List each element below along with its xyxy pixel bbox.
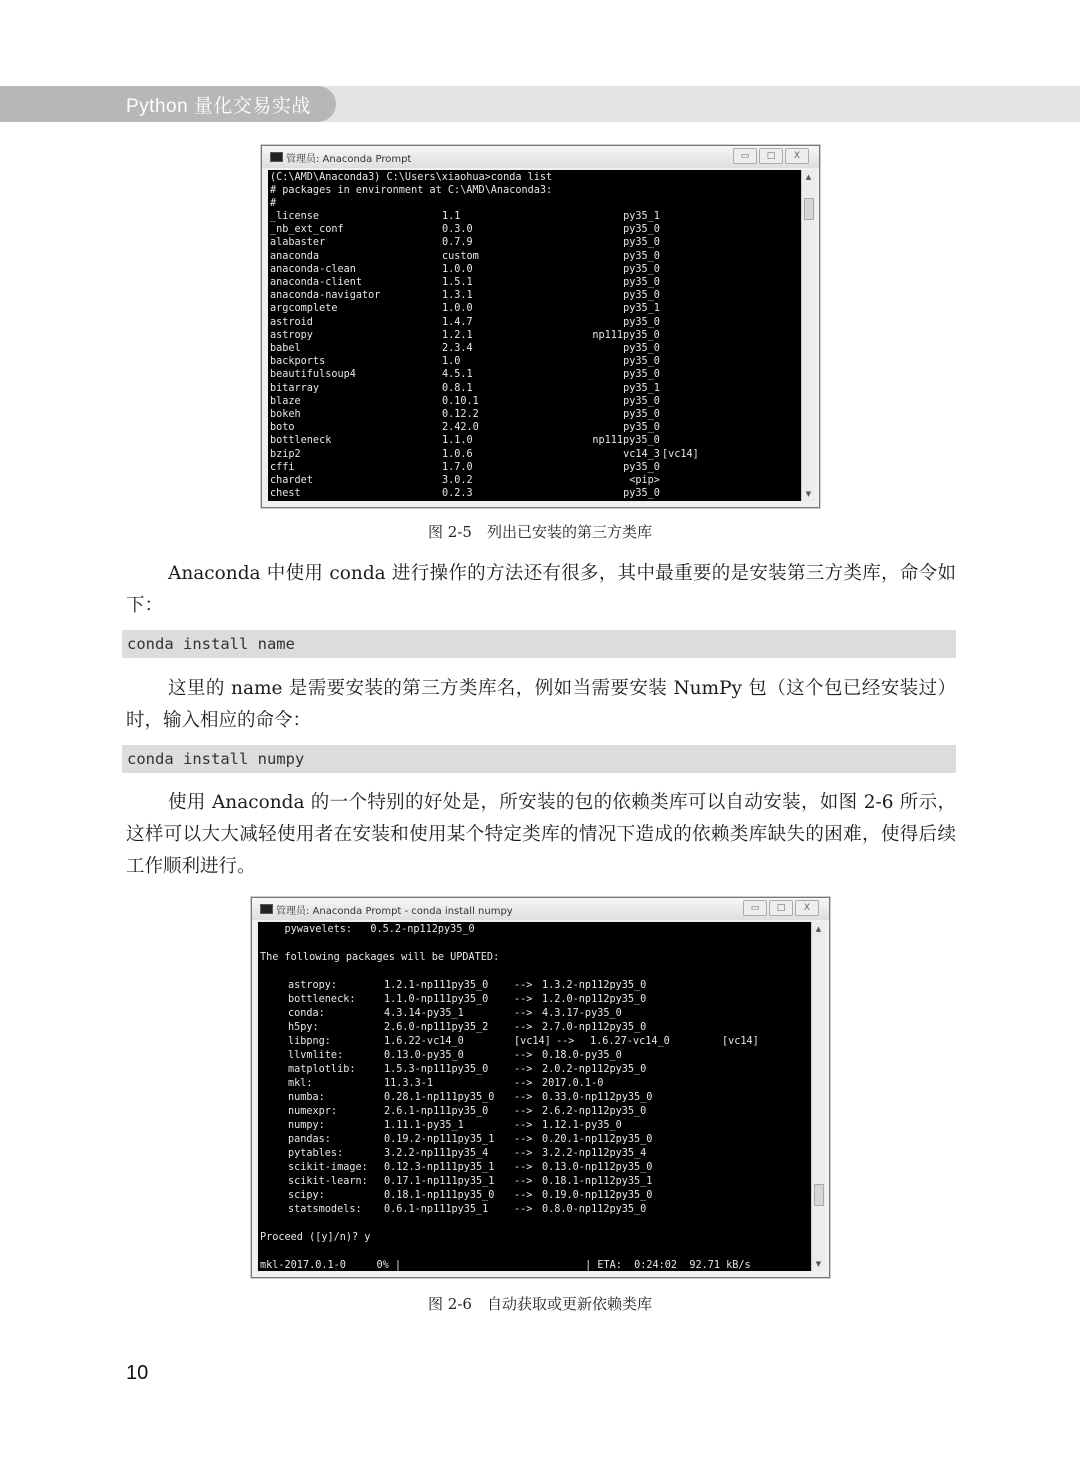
package-name: anaconda — [270, 250, 320, 262]
package-name: bzip2 — [270, 448, 301, 460]
package-name: astroid — [270, 316, 313, 328]
update-package-name: statsmodels: — [288, 1204, 362, 1215]
update-to-version: 0.33.0-np112py35_0 — [542, 1092, 653, 1103]
update-to-version: 2017.0.1-0 — [542, 1078, 604, 1089]
update-package-name: bottleneck: — [288, 994, 356, 1005]
package-build: py35_0 — [623, 316, 660, 328]
update-arrow: --> — [514, 1120, 533, 1131]
console-icon — [270, 152, 283, 162]
update-to-version: 2.6.2-np112py35_0 — [542, 1106, 647, 1117]
update-channel-tag: [vc14] — [514, 1036, 557, 1047]
update-to-version: 0.18.0-py35_0 — [542, 1050, 622, 1061]
package-name: argcomplete — [270, 303, 338, 315]
scroll-thumb[interactable] — [804, 198, 814, 220]
package-build: py35_1 — [623, 303, 660, 315]
running-header-title: Python 量化交易实战 — [126, 96, 311, 117]
update-package-name: numexpr: — [288, 1106, 338, 1117]
package-version: custom — [442, 250, 479, 262]
update-from-version: 1.5.3-np111py35_0 — [384, 1064, 489, 1075]
progress-line: mkl-2017.0.1-0 0% | | ETA: 0:24:02 92.71 kB/s — [260, 1260, 751, 1271]
package-build: py35_0 — [623, 250, 660, 262]
package-build: np111py35_0 — [592, 435, 660, 447]
update-package-name: libpng: — [288, 1036, 331, 1047]
package-version: 2.42.0 — [442, 422, 479, 434]
anaconda-prompt-window-list — [261, 145, 820, 508]
window-title: 管理员: Anaconda Prompt — [286, 154, 412, 165]
close-button[interactable]: X — [785, 148, 809, 164]
package-name: beautifulsoup4 — [270, 369, 356, 381]
scroll-down-arrow-icon[interactable]: ▼ — [815, 1260, 822, 1268]
update-from-version: 0.28.1-np111py35_0 — [384, 1092, 495, 1103]
package-version: 0.10.1 — [442, 395, 479, 407]
terminal-line: The following packages will be UPDATED: — [260, 952, 500, 963]
package-name: alabaster — [270, 237, 326, 249]
package-version: 1.0.0 — [442, 303, 473, 315]
package-name: backports — [270, 356, 326, 368]
terminal-line: (C:\AMD\Anaconda3) C:\Users\xiaohua>conda list — [270, 172, 553, 183]
update-from-version: 0.13.0-py35_0 — [384, 1050, 464, 1061]
update-from-version: 4.3.14-py35_1 — [384, 1008, 464, 1019]
package-name: bottleneck — [270, 435, 332, 447]
package-build: <pip> — [623, 475, 660, 486]
package-name: astropy — [270, 329, 313, 341]
package-version: 2.3.4 — [442, 343, 473, 354]
anaconda-prompt-window-install — [251, 897, 830, 1278]
package-name: cffi — [270, 461, 295, 473]
update-arrow: --> — [514, 1176, 533, 1187]
update-package-name: scikit-image: — [288, 1162, 368, 1173]
close-button[interactable]: X — [795, 900, 819, 916]
package-version: 4.5.1 — [442, 369, 473, 381]
package-version: 1.5.1 — [442, 277, 473, 288]
package-name: bitarray — [270, 382, 320, 394]
package-version: 0.12.2 — [442, 409, 479, 420]
update-to-version: 3.2.2-np112py35_4 — [542, 1148, 647, 1159]
update-to-version: 1.6.27-vc14_0 — [590, 1036, 670, 1047]
package-build: py35_0 — [623, 422, 660, 434]
package-version: 1.1 — [442, 211, 461, 222]
update-arrow: --> — [514, 1008, 533, 1019]
scroll-up-arrow-icon[interactable]: ▲ — [815, 925, 822, 933]
figure-caption-2-6: 图 2-6 自动获取或更新依赖类库 — [428, 1295, 652, 1313]
update-package-name: astropy: — [288, 980, 338, 991]
update-to-version: 1.12.1-py35_0 — [542, 1120, 622, 1131]
update-arrow: --> — [514, 994, 533, 1005]
package-version: 1.3.1 — [442, 290, 473, 302]
package-version: 0.7.9 — [442, 237, 473, 249]
update-package-name: conda: — [288, 1008, 325, 1019]
package-build: py35_1 — [623, 382, 660, 394]
package-version: 1.2.1 — [442, 329, 473, 341]
update-from-version: 11.3.3-1 — [384, 1078, 434, 1089]
package-channel: [vc14] — [662, 448, 699, 460]
package-version: 0.2.3 — [442, 488, 473, 500]
package-version: 0.8.1 — [442, 382, 473, 394]
update-to-version: 1.3.2-np112py35_0 — [542, 980, 647, 991]
package-build: py35_0 — [623, 461, 660, 473]
package-name: chest — [270, 488, 301, 500]
package-name: boto — [270, 422, 295, 434]
update-from-version: 0.12.3-np111py35_1 — [384, 1162, 495, 1173]
package-build: py35_0 — [623, 343, 660, 354]
body-paragraph: 这里的 name 是需要安装的第三方类库名，例如当需要安装 NumPy 包（这个包已经安装过）时，输入相应的命令： — [126, 678, 956, 731]
maximize-button[interactable]: □ — [769, 900, 793, 916]
scroll-thumb[interactable] — [814, 1184, 824, 1206]
update-from-version: 1.1.0-np111py35_0 — [384, 994, 489, 1005]
window-titlebar — [262, 146, 819, 168]
update-to-version: 2.7.0-np112py35_0 — [542, 1022, 647, 1033]
update-from-version: 0.6.1-np111py35_1 — [384, 1204, 489, 1215]
update-from-version: 0.19.2-np111py35_1 — [384, 1134, 495, 1145]
package-build: py35_0 — [623, 409, 660, 420]
package-name: anaconda-clean — [270, 263, 356, 275]
terminal-line: # packages in environment at C:\AMD\Anaconda3: — [270, 185, 553, 196]
package-build: py35_0 — [623, 237, 660, 249]
update-arrow: --> — [514, 1106, 533, 1117]
package-name: _nb_ext_conf — [270, 224, 344, 236]
package-name: _license — [270, 211, 320, 222]
figure-caption-2-5: 图 2-5 列出已安装的第三方类库 — [428, 523, 652, 541]
package-build: py35_0 — [623, 263, 660, 275]
update-to-version: 0.20.1-np112py35_0 — [542, 1134, 653, 1145]
window-titlebar — [252, 898, 829, 920]
update-to-version: 0.18.1-np112py35_1 — [542, 1176, 653, 1187]
update-from-version: 1.11.1-py35_1 — [384, 1120, 464, 1131]
update-package-name: scipy: — [288, 1190, 325, 1201]
update-arrow: --> — [514, 1092, 533, 1103]
package-version: 1.7.0 — [442, 461, 473, 473]
body-paragraph: Anaconda 中使用 conda 进行操作的方法还有很多，其中最重要的是安装第三方类库，命令如下： — [126, 563, 956, 616]
terminal-line: # — [270, 198, 277, 209]
update-arrow: --> — [514, 1190, 533, 1201]
update-from-version: 1.6.22-vc14_0 — [384, 1036, 464, 1047]
maximize-button[interactable]: □ — [759, 148, 783, 164]
package-build: py35_0 — [623, 277, 660, 288]
update-arrow: --> — [514, 980, 533, 991]
update-arrow: --> — [514, 1078, 533, 1089]
package-name: bokeh — [270, 409, 301, 420]
update-channel-tag: [vc14] — [722, 1036, 759, 1047]
package-build: py35_0 — [623, 290, 660, 302]
update-package-name: matplotlib: — [288, 1064, 356, 1075]
update-to-version: 2.0.2-np112py35_0 — [542, 1064, 647, 1075]
terminal-output — [258, 922, 811, 1271]
vertical-scrollbar[interactable] — [801, 170, 815, 501]
page-number: 10 — [126, 1362, 149, 1384]
console-icon — [260, 904, 273, 914]
update-package-name: pandas: — [288, 1134, 331, 1145]
update-from-version: 3.2.2-np111py35_4 — [384, 1148, 489, 1159]
package-build: vc14_3 — [623, 448, 660, 460]
package-build: py35_0 — [623, 224, 660, 236]
update-to-version: 4.3.17-py35_0 — [542, 1008, 622, 1019]
package-name: anaconda-client — [270, 277, 363, 288]
package-build: py35_0 — [623, 369, 660, 381]
package-name: babel — [270, 343, 301, 354]
package-build: py35_0 — [623, 395, 660, 407]
update-arrow: --> — [514, 1134, 533, 1145]
update-package-name: scikit-learn: — [288, 1176, 368, 1187]
package-version: 1.4.7 — [442, 316, 473, 328]
update-to-version: 0.13.0-np112py35_0 — [542, 1162, 653, 1173]
terminal-output — [268, 170, 801, 501]
package-build: py35_0 — [623, 356, 660, 368]
package-build: py35_1 — [623, 211, 660, 222]
update-package-name: llvmlite: — [288, 1050, 344, 1061]
update-to-version: 1.2.0-np112py35_0 — [542, 994, 647, 1005]
update-package-name: mkl: — [288, 1078, 313, 1089]
package-build: np111py35_0 — [592, 329, 660, 341]
package-version: 1.0 — [442, 356, 461, 368]
update-to-version: 0.19.0-np112py35_0 — [542, 1190, 653, 1201]
body-paragraph: 使用 Anaconda 的一个特别的好处是，所安装的包的依赖类库可以自动安装，如图 2-6 所示，这样可以大大减轻使用者在安装和使用某个特定类库的情况下造成的依赖类库缺失的困难，使得后续工作顺利进行。 — [126, 792, 956, 877]
package-version: 1.0.0 — [442, 263, 473, 275]
update-arrow: --> — [514, 1064, 533, 1075]
package-build: py35_0 — [623, 488, 660, 500]
code-block: conda install name — [122, 630, 956, 658]
minimize-button[interactable]: ▭ — [733, 148, 757, 164]
vertical-scrollbar[interactable] — [811, 922, 825, 1271]
terminal-line: Proceed ([y]/n)? y — [260, 1232, 371, 1243]
update-to-version: 0.8.0-np112py35_0 — [542, 1204, 647, 1215]
minimize-button[interactable]: ▭ — [743, 900, 767, 916]
update-arrow: --> — [514, 1148, 533, 1159]
package-version: 3.0.2 — [442, 475, 473, 486]
update-package-name: h5py: — [288, 1022, 319, 1033]
update-arrow: --> — [514, 1050, 533, 1061]
update-from-version: 2.6.1-np111py35_0 — [384, 1106, 489, 1117]
update-from-version: 0.17.1-np111py35_1 — [384, 1176, 495, 1187]
package-name: chardet — [270, 475, 313, 486]
terminal-line: pywavelets: 0.5.2-np112py35_0 — [260, 924, 475, 935]
update-arrow: --> — [514, 1162, 533, 1173]
update-package-name: numpy: — [288, 1120, 325, 1131]
package-name: blaze — [270, 395, 301, 407]
package-version: 1.1.0 — [442, 435, 473, 447]
package-version: 1.0.6 — [442, 448, 473, 460]
update-arrow: --> — [556, 1036, 575, 1047]
package-name: anaconda-navigator — [270, 290, 381, 302]
update-from-version: 0.18.1-np111py35_0 — [384, 1190, 495, 1201]
update-from-version: 1.2.1-np111py35_0 — [384, 980, 489, 991]
scroll-down-arrow-icon[interactable]: ▼ — [805, 490, 812, 498]
update-arrow: --> — [514, 1204, 533, 1215]
code-block: conda install numpy — [122, 745, 956, 773]
update-arrow: --> — [514, 1022, 533, 1033]
update-package-name: pytables: — [288, 1148, 344, 1159]
update-from-version: 2.6.0-np111py35_2 — [384, 1022, 489, 1033]
window-title: 管理员: Anaconda Prompt - conda install numpy — [276, 906, 513, 917]
package-version: 0.3.0 — [442, 224, 473, 236]
scroll-up-arrow-icon[interactable]: ▲ — [805, 173, 812, 181]
update-package-name: numba: — [288, 1092, 325, 1103]
